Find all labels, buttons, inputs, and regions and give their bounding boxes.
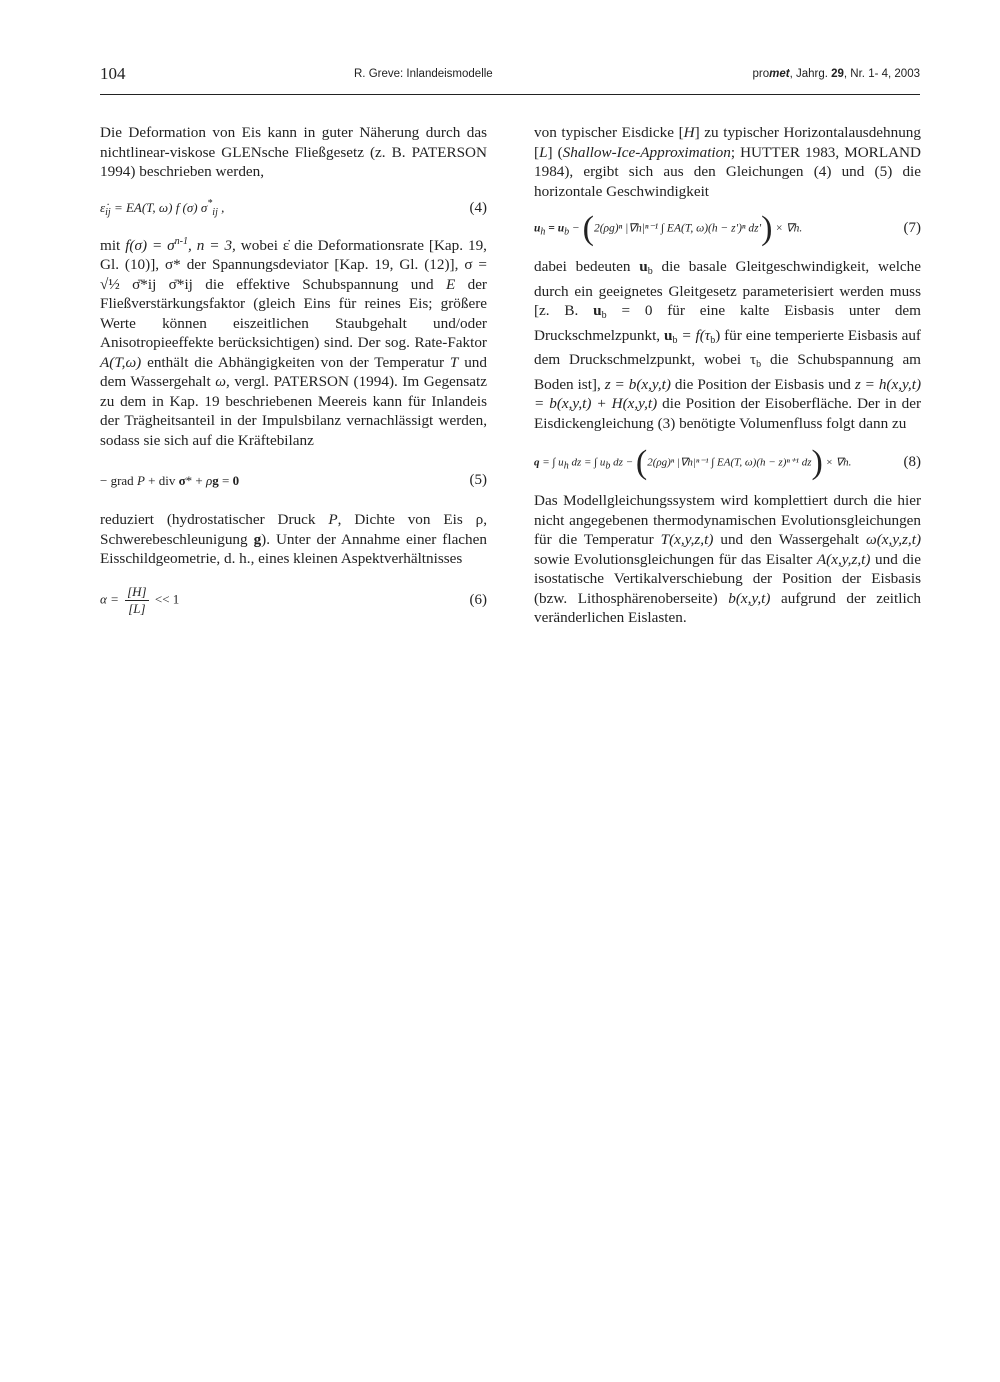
equation-6 [100,575,487,627]
equation-4 [100,190,487,228]
equation-4-formula: $\varepsiloṅ_{ij} = EA(T$, ω) f (σ) $\sigma^*_{ij}$ , [100,198,225,219]
journal-citation: promet, Jahrg. 29, Nr. 1- 4, 2003 [752,68,920,80]
paragraph-basal-sliding: dabei bedeuten $u_b$ die basale Gleitgeschwindigkeit, welche durch ein geeignetes Gleitgesetz parameterisiert werden muss [z. B. $u_b = 0$ für eine kalte Eisbasis unter dem Druckschmelzpunkt, $u_b = f(\tau_b)$ für eine temperierte Eisbasis auf dem Druckschmelzpunkt, wobei $\tau_b$ die Schubspannung am Boden ist], z = b(x,y,t) die Position der Eisbasis und z = h(x,y,t) = b(x,y,t) + H(x,y,t) die Position der Eisoberfläche. Der in der Eisdickengleichung (3) benötigte Volumenfluss folgt dann zu [534,258,922,432]
equation-8 [534,439,921,487]
equation-4-number: (4) [469,199,487,216]
equation-7-formula: uh = ub − (2(ρg)ⁿ |∇h|ⁿ⁻¹ ∫ EA(T, ω)(h − z')ⁿ dz') × ∇h. [534,210,803,247]
running-header [100,64,920,86]
equation-8-number: (8) [903,454,921,471]
paragraph-flow-law-terms: mit $f(\sigma) = \sigma^{n-1}$, n = 3, wobei ε̇ die Deformationsrate [Kap. 19, Gl. (10)], σ* der Spannungsdeviator [Kap. 19, Gl. (12)], σ = √½ σ̄*ij σ̄*ij die effektive Schubspannung und E der Fließverstärkungsfaktor (gleich Eins für reines Eis; größere Werte können eiszeitlichen Staubgehalt und/oder Anisotropieeffekte berücksichtigen) sind. Der sog. Rate-Faktor A(T,ω) enthält die Abhängigkeiten von der Temperatur T und dem Wassergehalt ω, vergl. PATERSON (1994). Im Gegensatz zu dem in Kap. 19 beschriebenen Meereis kann für Inlandeis der Trägheitsanteil in der Impulsbilanz vernachlässigt werden, sodass sie sich auf die Kräftebilanz [100,235,488,449]
running-title: R. Greve: Inlandeismodelle [354,68,493,80]
equation-6-formula: α = $\frac{[H]}{[L]}$ << 1 [100,584,180,616]
paragraph-force-balance: reduziert (hydrostatischer Druck P, Dichte von Eis ρ, Schwerebeschleunigung g). Unter der Annahme einer flachen Eisschildgeometrie, d. h., eines kleinen Aspektverhältnisses [100,511,488,567]
equation-8-formula: q = ∫ uh dz = ∫ ub dz − (2(ρg)ⁿ |∇h|ⁿ⁻¹ ∫ EA(T, ω)(h − z)ⁿ⁺¹ dz) × ∇h. [534,444,852,481]
equation-5 [100,464,487,498]
journal-brand: met [769,68,790,80]
equation-7 [534,209,921,249]
right-column [534,123,921,628]
paragraph-model-completion: Das Modellgleichungssystem wird komplettiert durch die hier nicht angegebenen thermodynamischen Evolutionsgleichungen für die Temperatur T(x,y,z,t) und den Wassergehalt ω(x,y,z,t) sowie Evolutionsgleichungen für das Eisalter A(x,y,z,t) und die isostatische Vertikalverschiebung der Position der Eisbasis (bzw. Lithosphärenoberseite) b(x,y,t) aufgrund der zeitlich veränderlichen Eislasten. [534,492,922,626]
paragraph-shallow-ice: von typischer Eisdicke [H] zu typischer Horizontalausdehnung [L] (Shallow-Ice-Approximation; HUTTER 1983, MORLAND 1984), ergibt sich aus den Gleichungen (4) und (5) die horizontale Geschwindigkeit [534,124,921,200]
equation-5-formula: − grad P + div σ* + ρg = 0 [100,473,240,489]
equation-5-number: (5) [469,472,487,489]
left-column [100,123,487,627]
equation-7-number: (7) [903,220,921,237]
page-number: 104 [100,64,126,83]
paragraph-glen-law: Die Deformation von Eis kann in guter Näherung durch das nichtlinear-viskose GLENsche Fließgesetz (z. B. PATERSON 1994) beschrieben werden, [100,124,487,180]
equation-6-number: (6) [469,591,487,608]
header-rule [100,94,920,95]
